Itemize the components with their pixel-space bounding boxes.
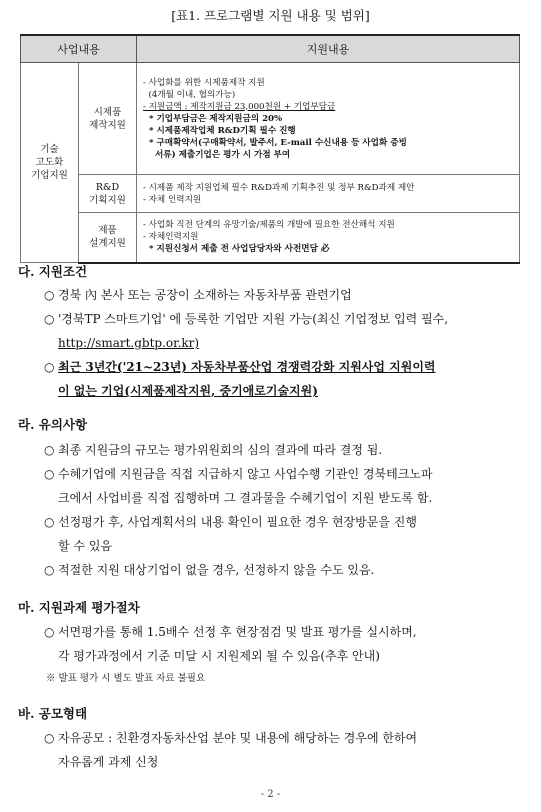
- list-item: ○ 경북 內 본사 또는 공장이 소재하는 자동차부품 관련기업: [44, 283, 524, 307]
- evaluation-note: ※ 발표 평가 시 별도 발표 자료 불필요: [46, 673, 206, 684]
- table-row: [21, 63, 520, 175]
- table-row: [21, 213, 520, 263]
- bullet-icon: ○: [44, 731, 55, 745]
- table-row: [21, 175, 520, 213]
- list-item: ○ 서면평가를 통해 1.5배수 선정 후 현장점검 및 발표 평가를 실시하며, 각 평가과정에서 기준 미달 시 지원제외 될 수 있음(추후 안내): [44, 620, 524, 668]
- row-name-design: 제품 설계지원: [79, 213, 137, 263]
- section-title-notes: 라. 유의사항: [18, 417, 88, 432]
- detail-line: - 지원금액 : 제작지원금 23,000천원 + 기업부담금: [143, 101, 336, 112]
- table-header-row: [21, 35, 520, 63]
- bullet-icon: ○: [44, 312, 55, 326]
- detail-line: - 사업화를 위한 시제품제작 지원: [143, 77, 265, 88]
- list-item: ○ 선정평가 후, 사업계획서의 내용 확인이 필요한 경우 현장방문을 진행 할 수 있음: [44, 510, 524, 558]
- row-detail-prototype: [137, 63, 520, 175]
- list-item: ○ 최근 3년간('21~23년) 자동차부품산업 경쟁력강화 지원사업 지원이력 이 없는 기업(시제품제작지원, 중기애로기술지원): [44, 355, 524, 403]
- detail-line: - 자체 인력지원: [143, 194, 202, 205]
- list-item: ○ 자유공모 : 친환경자동차산업 분야 및 내용에 해당하는 경우에 한하여 자유롭게 과제 신청: [44, 726, 524, 774]
- row-detail-design: [137, 213, 520, 263]
- bullet-icon: ○: [44, 515, 55, 529]
- list-item: ○ '경북TP 스마트기업' 에 등록한 기업만 지원 가능(최신 기업정보 입력 필수, http://smart.gbtp.or.kr): [44, 307, 524, 355]
- bullet-icon: ○: [44, 563, 55, 577]
- list-item: ○ 최종 지원금의 규모는 평가위원회의 심의 결과에 따라 결정 됨.: [44, 438, 524, 462]
- row-detail-rnd: [137, 175, 520, 213]
- bullet-icon: ○: [44, 467, 55, 481]
- support-table: [20, 34, 520, 264]
- detail-line: - 사업화 직전 단계의 유망기술/제품의 개발에 필요한 전산해석 지원: [143, 220, 395, 231]
- detail-line: * 기업부담금은 제작지원금의 20%: [143, 113, 283, 124]
- bullet-icon: ○: [44, 288, 55, 302]
- bullet-icon: ○: [44, 360, 55, 374]
- table-caption: [표1. 프로그램별 지원 내용 및 범위]: [171, 8, 370, 23]
- bullet-icon: ○: [44, 443, 55, 457]
- header-support: 지원내용: [137, 35, 520, 63]
- detail-line: * 구매확약서(구매확약서, 발주서, E-mail 수신내용 등 사업화 증빙: [143, 137, 407, 148]
- header-business: 사업내용: [21, 35, 137, 63]
- category-cell: 기술 고도화 기업지원: [21, 63, 79, 263]
- detail-line: * 시제품제작업체 R&D기획 필수 진행: [143, 125, 296, 136]
- bullet-icon: ○: [44, 625, 55, 639]
- row-name-prototype: 시제품 제작지원: [79, 63, 137, 175]
- row-name-rnd: R&D 기획지원: [79, 175, 137, 213]
- page-number: - 2 -: [260, 789, 281, 800]
- detail-line: * 지원신청서 제출 전 사업담당자와 사전면담 必: [143, 244, 330, 255]
- smart-link[interactable]: http://smart.gbtp.or.kr): [58, 336, 200, 350]
- detail-line: - 시제품 제작 지원업체 필수 R&D과제 기획추진 및 정부 R&D과제 제안: [143, 182, 415, 193]
- list-item: ○ 적절한 지원 대상기업이 없을 경우, 선정하지 않을 수도 있음.: [44, 558, 524, 582]
- list-item: ○ 수혜기업에 지원금을 직접 지급하지 않고 사업수행 기관인 경북테크노파 크에서 사업비를 직접 집행하며 그 결과물을 수혜기업이 지원 받도록 함.: [44, 462, 524, 510]
- section-title-call-type: 바. 공모형태: [18, 706, 88, 721]
- section-title-conditions: 다. 지원조건: [18, 264, 88, 279]
- detail-line: 서류) 제출기업은 평가 시 가점 부여: [143, 149, 291, 160]
- detail-line: - 자체인력지원: [143, 232, 199, 243]
- section-title-evaluation: 마. 지원과제 평가절차: [18, 600, 140, 615]
- detail-line: (4개월 이내, 협의가능): [143, 89, 236, 100]
